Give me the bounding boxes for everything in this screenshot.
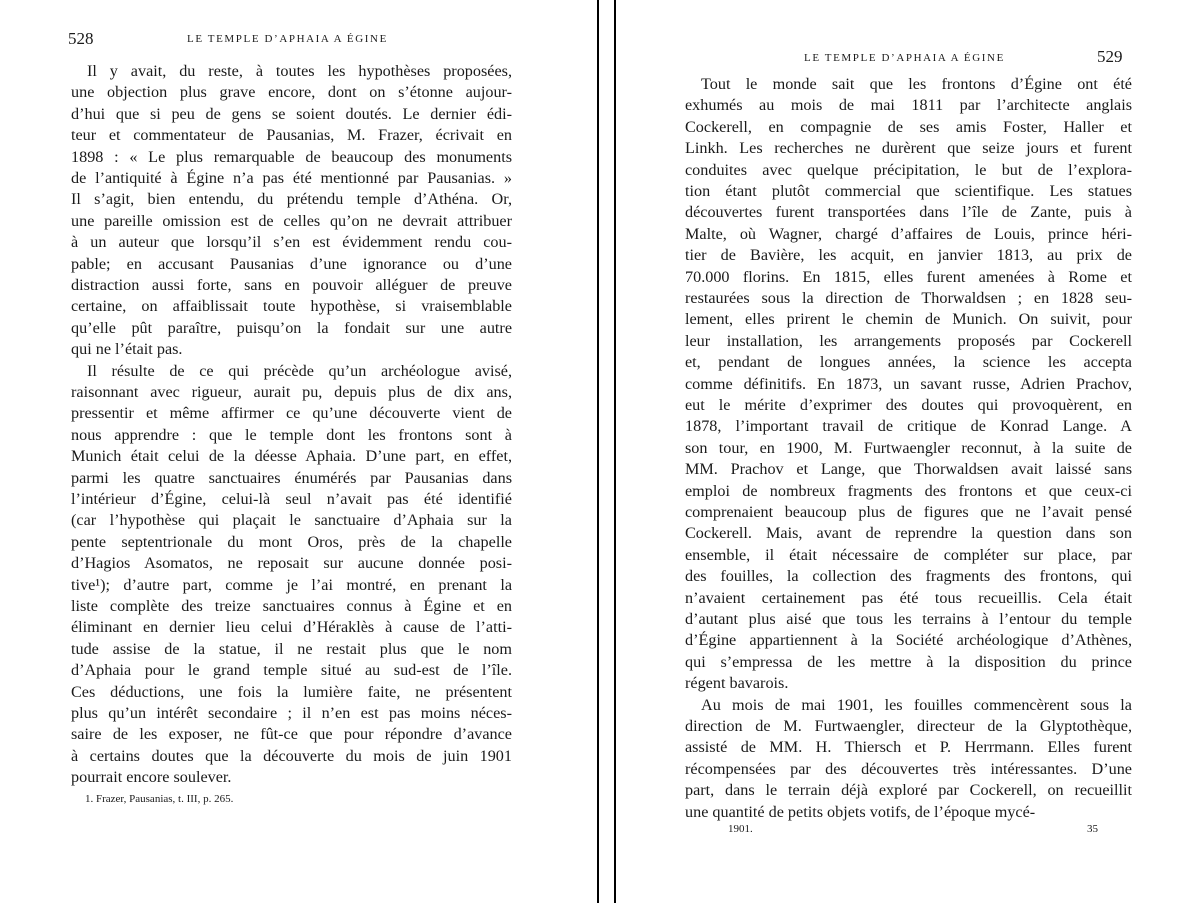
text-line: une pareille omission est de celles qu’on ne devrait attribuer	[71, 211, 512, 230]
text-line: 1878, l’important travail de critique de Konrad Lange. A	[685, 417, 1132, 436]
text-line: d’Aphaia pour le grand temple situé au sud-est de l’île.	[71, 661, 512, 680]
text-line: 1898 : « Le plus remarquable de beaucoup des monuments	[71, 147, 512, 166]
text-line: parmi les quatre sanctuaires énumérés par Pausanias dans	[71, 468, 512, 487]
text-line: Il y avait, du reste, à toutes les hypothèses proposées,	[87, 62, 512, 80]
text-line: (car l’hypothèse qui plaçait le sanctuaire d’Aphaia sur la	[71, 511, 512, 530]
text-line: nous apprendre : que le temple dont les frontons sont à	[71, 425, 512, 444]
text-line: à un auteur que lorsqu’il s’en est évidemment rendu cou-	[71, 233, 512, 252]
text-line: qu’elle pût paraître, puisqu’on la fondait sur une autre	[71, 318, 512, 337]
text-line: son tour, en 1900, M. Furtwaengler reconnut, à la suite de	[685, 438, 1132, 457]
text-line: liste complète des treize sanctuaires connus à Égine et en	[71, 597, 512, 615]
text-line: l’intérieur d’Égine, celui-là seul n’avait pas été identifié	[71, 490, 512, 508]
text-line: une objection plus grave encore, dont on s’étonne aujour-	[71, 83, 512, 102]
text-line: d’Hagios Asomatos, ne reposait sur aucune donnée posi-	[71, 554, 512, 573]
text-line: conduites avec quelque précipitation, le but de l’explora-	[685, 160, 1132, 179]
text-line: emploi de nombreux fragments des frontons et que ceux-ci	[685, 481, 1132, 500]
text-line: assisté de MM. H. Thiersch et P. Herrmann. Elles furent	[685, 738, 1132, 757]
text-line: saire de les exposer, ne fût-ce que pour répondre d’avance	[71, 725, 512, 744]
text-line: Malte, où Wagner, chargé d’affaires de Louis, prince héri-	[685, 224, 1132, 243]
text-line: part, dans le terrain déjà exploré par Cockerell, on recueillit	[685, 781, 1132, 800]
left-footnote: 1. Frazer, Pausanias, t. III, p. 265.	[85, 793, 234, 805]
right-page-number: 529	[1097, 47, 1123, 66]
text-line: Il résulte de ce qui précède qu’un archéologue avisé,	[87, 361, 512, 380]
text-line: pable; en accusant Pausanias d’une ignorance ou d’une	[71, 254, 512, 273]
text-line: Linkh. Les recherches ne durèrent que seize jours et furent	[685, 139, 1132, 158]
text-line: eut le mérite d’exprimer des doutes qui provoquèrent, en	[685, 396, 1132, 414]
text-line: tier de Bavière, les acquit, en janvier 1813, au prix de	[685, 246, 1132, 265]
left-page	[0, 0, 597, 903]
text-line: découvertes furent transportées dans l’île de Zante, puis à	[685, 203, 1132, 222]
text-line: exhumés au mois de mai 1811 par l’architecte anglais	[685, 96, 1132, 115]
text-line: pressentir et même affirmer ce qu’une découverte vient de	[71, 404, 512, 423]
text-line: Cockerell, en compagnie de ses amis Foster, Haller et	[685, 117, 1132, 136]
text-line: tude assise de la statue, il ne restait plus que le nom	[71, 639, 512, 658]
text-line: des fouilles, la collection des fragments des frontons, qui	[685, 567, 1132, 586]
text-line: distraction aussi forte, sans en pouvoir alléguer de preuve	[71, 276, 512, 294]
text-line: récompensées par des découvertes très intéressantes. D’une	[685, 759, 1132, 778]
right-page	[617, 0, 1199, 903]
text-line: Ces déductions, une fois la lumière faite, ne présentent	[71, 682, 512, 701]
text-line: pente septentrionale du mont Oros, près de la chapelle	[71, 532, 512, 551]
signature-number: 35	[1087, 823, 1098, 835]
left-running-head: LE TEMPLE D’APHAIA A ÉGINE	[187, 33, 388, 45]
text-line: teur et commentateur de Pausanias, M. Frazer, écrivait en	[71, 126, 512, 145]
text-line: qui s’empressa de les mettre à la disposition du prince	[685, 652, 1132, 671]
text-line: Munich était celui de la déesse Aphaia. D’une part, en effet,	[71, 447, 512, 466]
text-line: leur installation, les arrangements proposés par Cockerell	[685, 331, 1132, 350]
text-line: plus qu’un intérêt secondaire ; il n’en est pas moins néces-	[71, 704, 512, 722]
text-line: régent bavarois.	[685, 674, 789, 693]
right-running-head: LE TEMPLE D’APHAIA A ÉGINE	[804, 52, 1005, 64]
text-line: restaurées sous la direction de Thorwaldsen ; en 1828 seu-	[685, 289, 1132, 307]
text-line: de l’antiquité à Égine n’a pas été mentionné par Pausanias. »	[71, 169, 512, 187]
gutter-line-right	[614, 0, 616, 903]
text-line: tive¹); d’autre part, comme je l’ai montré, en prenant la	[71, 575, 512, 594]
text-line: lement, elles prirent le chemin de Munich. On suivit, pour	[685, 310, 1132, 329]
text-line: une quantité de petits objets votifs, de l’époque mycé-	[685, 802, 1036, 821]
signature-year: 1901.	[728, 823, 753, 835]
text-line: Au mois de mai 1901, les fouilles commencèrent sous la	[701, 695, 1132, 714]
text-line: MM. Prachov et Lange, que Thorwaldsen avait laissé sans	[685, 460, 1132, 479]
text-line: d’hui que si peu de gens se soient doutés. Le dernier édi-	[71, 104, 512, 123]
text-line: direction de M. Furtwaengler, directeur de la Glyptothèque,	[685, 717, 1132, 735]
text-line: d’Égine appartiennent à la Société archéologique d’Athènes,	[685, 631, 1132, 650]
text-line: comprenaient beaucoup plus de figures que ne l’avait pensé	[685, 503, 1132, 521]
text-line: 70.000 florins. En 1815, elles furent amenées à Rome et	[685, 267, 1132, 286]
text-line: Il s’agit, bien entendu, du prétendu temple d’Athéna. Or,	[71, 190, 512, 209]
text-line: éliminant en dernier lieu celui d’Héraklès à cause de l’atti-	[71, 618, 512, 637]
text-line: qui ne l’était pas.	[71, 340, 183, 359]
left-page-number: 528	[68, 29, 94, 48]
gutter-line-left	[597, 0, 599, 903]
text-line: comme définitifs. En 1873, un savant russe, Adrien Prachov,	[685, 374, 1132, 393]
text-line: n’avaient certainement pas été tous recueillis. Cela était	[685, 588, 1132, 607]
text-line: pourrait encore soulever.	[71, 768, 232, 787]
text-line: et, pendant de longues années, la science les accepta	[685, 353, 1132, 372]
text-line: d’autant plus aisé que tous les terrains à l’entour du temple	[685, 610, 1132, 628]
text-line: certaine, on affaiblissait toute hypothèse, si vraisemblable	[71, 297, 512, 316]
text-line: tion étant plutôt commercial que scientifique. Les statues	[685, 182, 1132, 200]
text-line: ensemble, il était nécessaire de compléter sur place, par	[685, 545, 1132, 564]
text-line: à certains doutes que la découverte du mois de juin 1901	[71, 746, 512, 765]
text-line: raisonnant avec rigueur, aurait pu, depuis plus de dix ans,	[71, 383, 512, 401]
text-line: Tout le monde sait que les frontons d’Égine ont été	[701, 75, 1132, 93]
text-line: Cockerell. Mais, avant de reprendre la question dans son	[685, 524, 1132, 543]
